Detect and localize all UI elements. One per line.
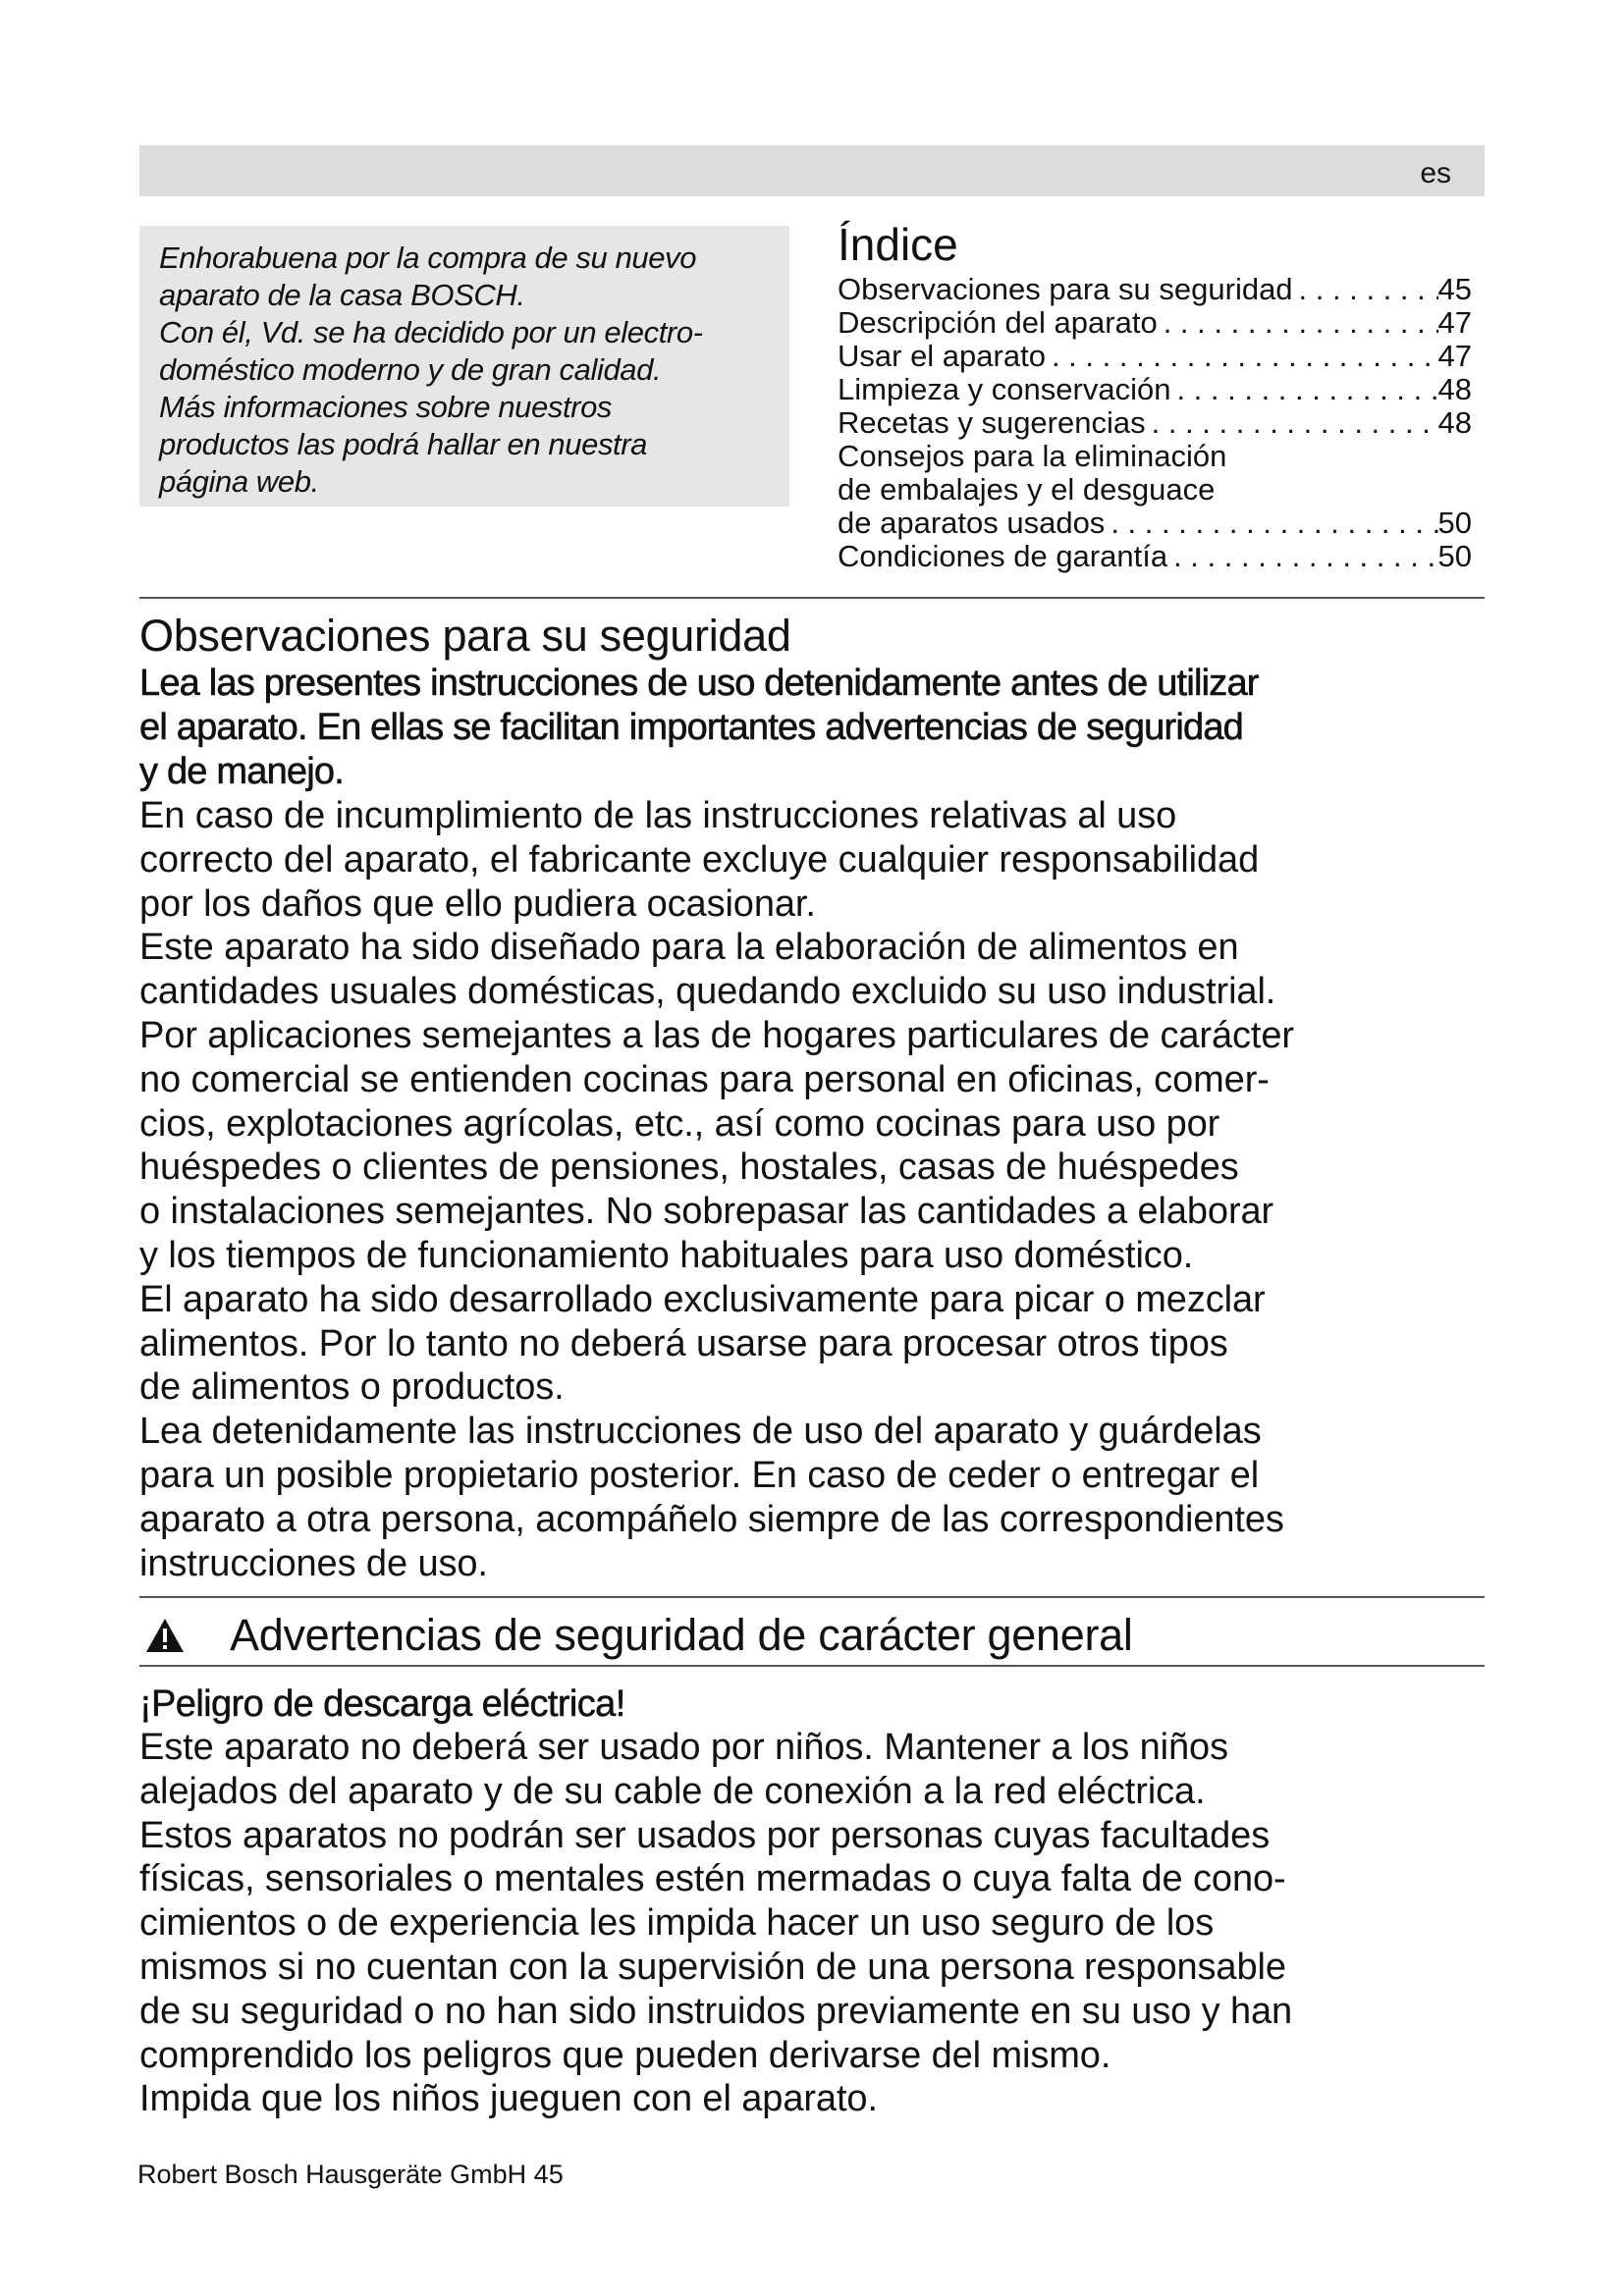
intro-box: [139, 226, 789, 507]
intro-line: doméstico moderno y de gran calidad.: [159, 352, 662, 387]
body-line: alimentos. Por lo tanto no deberá usarse para procesar otros tipos: [139, 1322, 1228, 1364]
toc-dot-leader: [1293, 273, 1438, 306]
toc-entry[interactable]: [838, 373, 1472, 406]
toc-entry[interactable]: [838, 540, 1472, 573]
toc-entry-text: Condiciones de garantía: [838, 539, 1168, 573]
toc-entry-text: Consejos para la eliminación: [838, 439, 1227, 473]
body-line: mismos si no cuentan con la supervisión de una persona responsable: [139, 1946, 1286, 1988]
toc-entry-text: de embalajes y el desguace: [838, 472, 1216, 507]
body-line: alejados del aparato y de su cable de conexión a la red eléctrica.: [139, 1770, 1206, 1812]
body-line: aparato a otra persona, acompáñelo siempre de las correspondientes: [139, 1498, 1284, 1540]
toc-entry-text: Descripción del aparato: [838, 305, 1158, 340]
body-line: cimientos o de experiencia les impida hacer un uso seguro de los: [139, 1902, 1215, 1945]
toc-entry-text: Observaciones para su seguridad: [838, 272, 1293, 306]
safety-section: [139, 611, 1514, 1585]
intro-line: Enhorabuena por la compra de su nuevo: [159, 240, 697, 275]
general-warnings-title: Advertencias de seguridad de carácter general: [230, 1610, 1133, 1660]
body-line: Impida que los niños jueguen con el aparato.: [139, 2078, 878, 2120]
intro-line: productos las podrá hallar en nuestra: [159, 427, 648, 461]
body-line: no comercial se entienden cocinas para personal en oficinas, comer-: [139, 1058, 1270, 1100]
intro-line: página web.: [159, 464, 319, 499]
toc-dot-leader: [1105, 507, 1437, 540]
toc-entry[interactable]: [838, 440, 1472, 473]
toc-entry-page: 48: [1437, 405, 1472, 440]
toc-dot-leader: [1170, 373, 1437, 406]
header-bar: [139, 145, 1485, 196]
toc-entry-text: Usar el aparato: [838, 339, 1046, 373]
language-code: es: [1420, 157, 1451, 189]
warning-triangle-icon: [145, 1618, 185, 1653]
toc-dot-leader: [1146, 406, 1438, 440]
body-line: Este aparato ha sido diseñado para la elaboración de alimentos en: [139, 927, 1239, 969]
body-line: huéspedes o clientes de pensiones, hostales, casas de huéspedes: [139, 1147, 1239, 1189]
section-divider: [139, 1665, 1485, 1667]
body-line: y los tiempos de funcionamiento habituales para uso doméstico.: [139, 1234, 1194, 1276]
body-line: correcto del aparato, el fabricante excluye cualquier responsabilidad: [139, 838, 1260, 881]
lead-line: el aparato. En ellas se facilitan importantes advertencias de seguridad: [139, 707, 1244, 748]
body-line: comprendido los peligros que pueden derivarse del mismo.: [139, 2034, 1111, 2076]
body-line: de alimentos o productos.: [139, 1366, 565, 1409]
body-line: por los daños que ello pudiera ocasionar.: [139, 882, 816, 925]
toc-entry-page: 48: [1437, 372, 1472, 406]
body-line: para un posible propietario posterior. En caso de ceder o entregar el: [139, 1454, 1260, 1496]
toc-dot-leader: [1158, 306, 1438, 340]
body-line: cantidades usuales domésticas, quedando excluido su uso industrial.: [139, 971, 1276, 1013]
toc-entry-page: 50: [1437, 506, 1472, 540]
index-title: Índice: [838, 219, 958, 270]
body-line: cios, explotaciones agrícolas, etc., así como cocinas para uso por: [139, 1102, 1220, 1145]
toc-entry[interactable]: [838, 306, 1472, 340]
body-line: o instalaciones semejantes. No sobrepasar las cantidades a elaborar: [139, 1191, 1274, 1233]
electric-shock-subheading: ¡Peligro de descarga eléctrica!: [139, 1683, 625, 1725]
body-line: Lea detenidamente las instrucciones de uso del aparato y guárdelas: [139, 1411, 1262, 1453]
safety-title: Observaciones para su seguridad: [139, 611, 791, 661]
toc-entry[interactable]: [838, 473, 1472, 507]
toc-entry-page: 47: [1437, 339, 1472, 373]
intro-line: aparato de la casa BOSCH.: [159, 278, 525, 312]
section-divider: [139, 597, 1485, 599]
lead-line: Lea las presentes instrucciones de uso detenidamente antes de utilizar: [139, 663, 1259, 704]
toc-entry-text: Limpieza y conservación: [838, 372, 1171, 406]
toc-dot-leader: [1046, 340, 1438, 373]
toc-entry[interactable]: [838, 340, 1472, 373]
toc-entry-text: Recetas y sugerencias: [838, 405, 1146, 440]
body-line: físicas, sensoriales o mentales estén mermadas o cuya falta de cono-: [139, 1858, 1286, 1900]
toc-dot-leader: [1167, 540, 1437, 573]
general-warnings-section: [139, 1682, 1514, 2121]
body-line: instrucciones de uso.: [139, 1542, 488, 1584]
body-line: Este aparato no deberá ser usado por niños. Mantener a los niños: [139, 1727, 1228, 1768]
toc-entry-page: 50: [1437, 539, 1472, 573]
body-line: de su seguridad o no han sido instruidos previamente en su uso y han: [139, 1990, 1293, 2032]
page-footer: Robert Bosch Hausgeräte GmbH 45: [137, 2160, 564, 2189]
toc-entry-page: 45: [1437, 272, 1472, 306]
toc-entry[interactable]: [838, 406, 1472, 440]
toc-entry-page: 47: [1437, 305, 1472, 340]
toc-entry-text: de aparatos usados: [838, 506, 1106, 540]
lead-line: y de manejo.: [139, 751, 344, 792]
section-divider: [139, 1596, 1485, 1598]
table-of-contents: [838, 218, 1486, 573]
body-line: Estos aparatos no podrán ser usados por personas cuyas facultades: [139, 1814, 1271, 1856]
toc-entry[interactable]: [838, 507, 1472, 540]
body-line: En caso de incumplimiento de las instrucciones relativas al uso: [139, 795, 1177, 836]
intro-line: Más informaciones sobre nuestros: [159, 390, 613, 424]
body-line: El aparato ha sido desarrollado exclusivamente para picar o mezclar: [139, 1278, 1266, 1320]
toc-entry[interactable]: [838, 273, 1472, 306]
intro-line: Con él, Vd. se ha decidido por un electro-: [159, 315, 703, 349]
general-warnings-heading: [139, 1610, 1133, 1661]
body-line: Por aplicaciones semejantes a las de hogares particulares de carácter: [139, 1014, 1294, 1056]
